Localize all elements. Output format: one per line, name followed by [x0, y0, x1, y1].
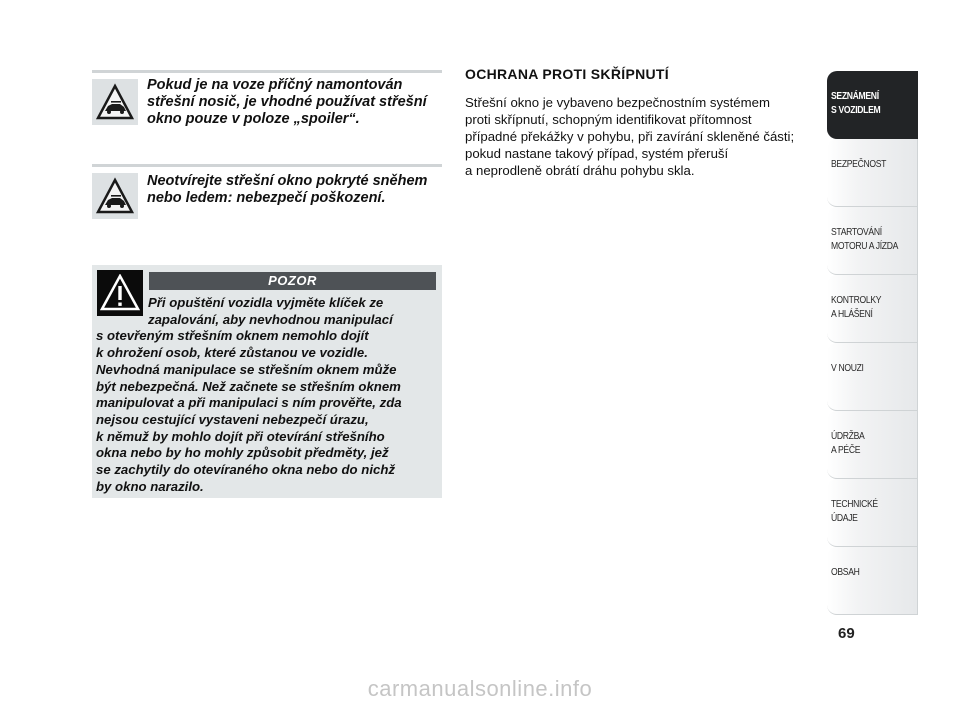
car-roof-warning-icon [92, 79, 138, 125]
warning-title: POZOR [149, 272, 436, 290]
tab-label: BEZPEČNOST [831, 158, 887, 170]
tab-label: KONTROLKY A HLÁŠENÍ [831, 294, 882, 320]
tab-kontrolky[interactable] [827, 275, 918, 343]
chapter-tabs [827, 71, 918, 615]
warning-lead: Při opuštění vozidla vyjměte klíček ze zapalování, aby nevhodnou manipulací [148, 295, 393, 327]
note-text: Pokud je na voze příčný namontován střešní nosič, je vhodné používat střešní okno pouze v poloze „spoiler“. [147, 77, 427, 127]
tab-startovani[interactable] [827, 207, 918, 275]
tab-label: STARTOVÁNÍ MOTORU A JÍZDA [831, 226, 899, 252]
section-body: Střešní okno je vybaveno bezpečnostním systémem proti skřípnutí, schopným identifikovat přítomnost případné překážky v pohybu, při zavírání skleněné části; pokud nastane takový případ, systém přeruší a neprodleně obrátí dráhu pohybu skla. [465, 95, 795, 178]
warning-body: s otevřeným střešním oknem nemohlo dojít k ohrožení osob, které zůstanou ve vozidle. Nevhodná manipulace se střešním oknem může být nebezpečná. Než začnete se střešním oknem manipulovat a při manipulaci s ním prověřte, zda nejsou cestující vystaveni nebezpečí úrazu, k němuž by mohlo dojít při otevírání střešního okna nebo by ho mohly způsobit předměty, jež se zachytily do otevíraného okna nebo do nichž by okno narazilo. [96, 328, 402, 494]
tab-label: V NOUZI [831, 362, 864, 374]
tab-label: TECHNICKÉ ÚDAJE [831, 498, 878, 524]
tab-seznameni[interactable] [827, 71, 918, 139]
note-text: Neotvírejte střešní okno pokryté sněhem nebo ledem: nebezpečí poškození. [147, 173, 428, 206]
warning-text [96, 295, 438, 495]
page-number: 69 [838, 625, 855, 642]
tab-obsah[interactable] [827, 547, 918, 615]
note-snow-ice [92, 164, 442, 237]
note-roof-rack [92, 70, 442, 143]
watermark: carmanualsonline.info [367, 676, 593, 701]
tab-technicke[interactable] [827, 479, 918, 547]
tab-bezpecnost[interactable] [827, 139, 918, 207]
tab-v-nouzi[interactable] [827, 343, 918, 411]
tab-label: ÚDRŽBA A PÉČE [831, 430, 865, 456]
section-heading: OCHRANA PROTI SKŘÍPNUTÍ [465, 66, 669, 82]
tab-label: OBSAH [831, 566, 860, 578]
tab-udrzba[interactable] [827, 411, 918, 479]
car-roof-warning-icon [92, 173, 138, 219]
tab-label: SEZNÁMENÍ S VOZIDLEM [831, 90, 881, 116]
warning-box [92, 265, 442, 498]
